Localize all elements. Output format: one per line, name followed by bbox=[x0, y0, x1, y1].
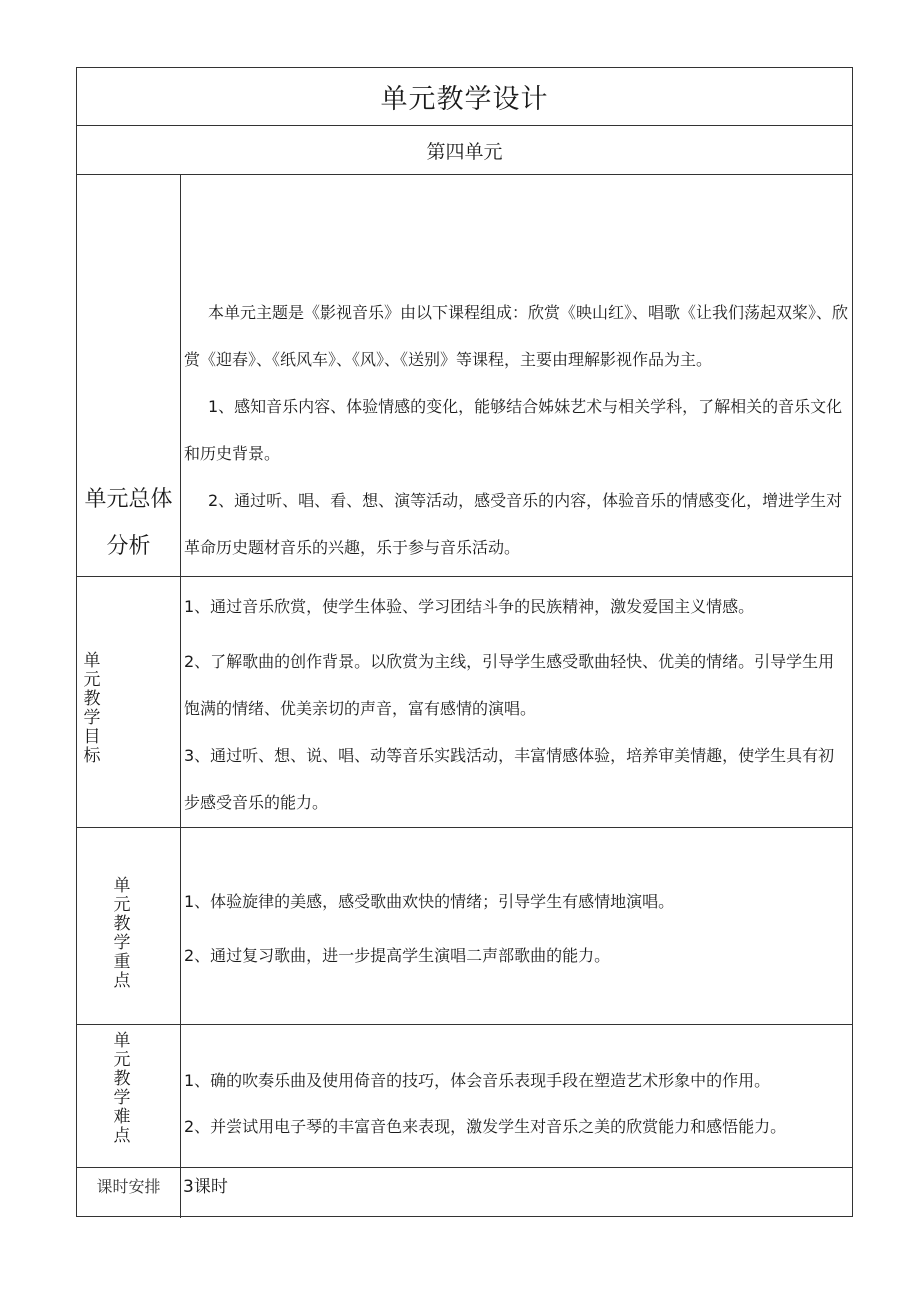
unit-design-table bbox=[76, 67, 853, 1217]
goal-item: 1、通过音乐欣赏，使学生体验、学习团结斗争的民族精神，激发爱国主义情感。 bbox=[184, 597, 755, 616]
goals-content bbox=[181, 577, 852, 827]
analysis-label-line2: 分析 bbox=[106, 534, 151, 559]
difficulties-row bbox=[77, 1025, 852, 1168]
analysis-paragraph: 2、通过听、唱、看、想、演等活动，感受音乐的内容，体验音乐的情感变化，增进学生对革命历史题材音乐的兴趣，乐于参与音乐活动。 bbox=[184, 491, 843, 557]
key-points-label-cell bbox=[77, 828, 181, 1024]
key-point-item: 1、体验旋律的美感，感受歌曲欢快的情绪；引导学生有感情地演唱。 bbox=[184, 892, 675, 911]
difficulties-label: 单元教学难点 bbox=[113, 1031, 131, 1146]
key-point-item: 2、通过复习歌曲，进一步提高学生演唱二声部歌曲的能力。 bbox=[184, 946, 611, 965]
unit-name: 第四单元 bbox=[426, 140, 503, 163]
goals-label-cell bbox=[77, 577, 181, 827]
goals-row bbox=[77, 577, 852, 828]
analysis-label bbox=[77, 476, 180, 570]
analysis-row bbox=[77, 175, 852, 577]
difficulties-content bbox=[181, 1025, 852, 1167]
unit-row bbox=[77, 126, 852, 175]
schedule-row bbox=[77, 1168, 852, 1218]
key-points-row bbox=[77, 828, 852, 1025]
document-title: 单元教学设计 bbox=[380, 84, 549, 115]
difficulty-item: 1、确的吹奏乐曲及使用倚音的技巧，体会音乐表现手段在塑造艺术形象中的作用。 bbox=[184, 1071, 771, 1090]
analysis-content bbox=[181, 175, 852, 576]
key-points-label: 单元教学重点 bbox=[113, 876, 131, 991]
analysis-label-line1: 单元总体 bbox=[84, 487, 173, 512]
schedule-value: 3课时 bbox=[183, 1177, 228, 1197]
goal-item: 2、了解歌曲的创作背景。以欣赏为主线，引导学生感受歌曲轻快、优美的情绪。引导学生用饱满的情绪、优美亲切的声音，富有感情的演唱。 bbox=[184, 652, 835, 718]
goals-label: 单元教学目标 bbox=[83, 651, 101, 766]
key-points-content bbox=[181, 828, 852, 1024]
goal-item: 3、通过听、想、说、唱、动等音乐实践活动，丰富情感体验，培养审美情趣，使学生具有初步感受音乐的能力。 bbox=[184, 746, 835, 812]
analysis-paragraph: 1、感知音乐内容、体验情感的变化，能够结合姊妹艺术与相关学科，了解相关的音乐文化和历史背景。 bbox=[184, 397, 843, 463]
title-row bbox=[77, 68, 852, 126]
schedule-content bbox=[181, 1168, 852, 1218]
difficulties-label-cell bbox=[77, 1025, 181, 1167]
schedule-label: 课时安排 bbox=[96, 1177, 161, 1196]
schedule-label-cell bbox=[77, 1168, 181, 1218]
analysis-label-cell bbox=[77, 175, 181, 576]
difficulty-item: 2、并尝试用电子琴的丰富音色来表现，激发学生对音乐之美的欣赏能力和感悟能力。 bbox=[184, 1117, 787, 1136]
analysis-paragraph: 本单元主题是《影视音乐》由以下课程组成：欣赏《映山红》、唱歌《让我们荡起双桨》、欣赏《迎春》、《纸风车》、《风》、《送别》等课程，主要由理解影视作品为主。 bbox=[184, 303, 849, 369]
